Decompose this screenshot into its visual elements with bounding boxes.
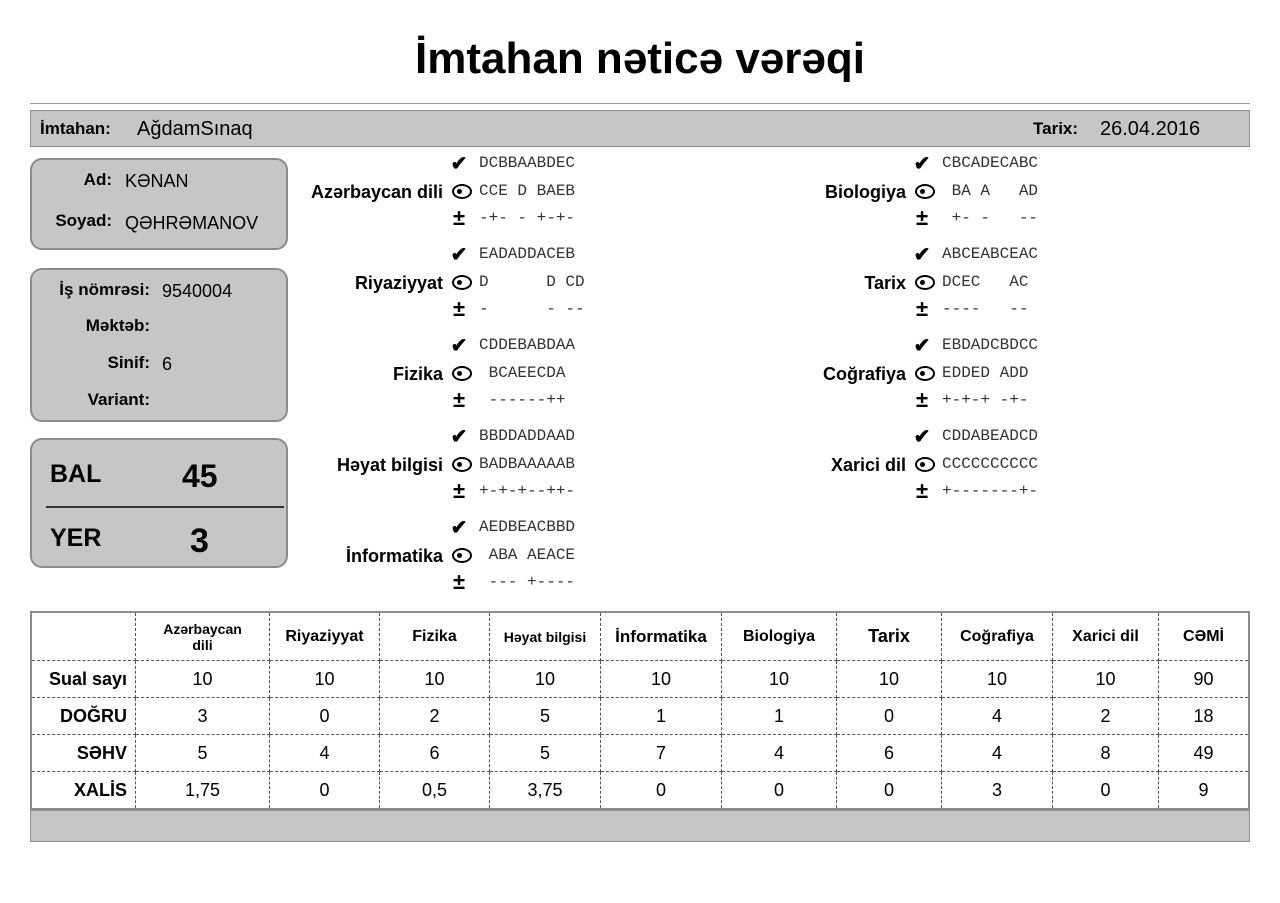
check-icon: ✔ xyxy=(450,335,468,357)
plus-minus-icon: ± xyxy=(452,569,466,594)
school-label: Məktəb: xyxy=(85,316,150,335)
check-icon: ✔ xyxy=(450,153,468,175)
table-header-cell: Coğrafiya xyxy=(942,612,1053,661)
student-answers: BCAEECDA xyxy=(479,364,566,382)
plus-minus-icon: ± xyxy=(915,387,929,412)
table-cell: 2 xyxy=(1053,698,1159,735)
subject-name: Riyaziyyat xyxy=(354,273,443,293)
table-cell: 10 xyxy=(136,661,270,698)
plus-minus-icon: ± xyxy=(452,296,466,321)
student-answers: BA A AD xyxy=(942,182,1039,200)
table-cell: 6 xyxy=(837,735,942,772)
yer-value: 3 xyxy=(190,522,209,560)
table-cell: 0 xyxy=(601,772,722,810)
table-header-cell xyxy=(136,612,270,661)
answer-key: BBDDADDAAD xyxy=(479,427,576,445)
table-cell: 90 xyxy=(1159,661,1250,698)
plus-minus-icon: ± xyxy=(452,387,466,412)
check-icon: ✔ xyxy=(450,426,468,448)
table-cell: 10 xyxy=(1053,661,1159,698)
date-label: Tarix: xyxy=(1033,119,1079,138)
row-label: XALİS xyxy=(31,772,136,810)
plus-minus-icon: ± xyxy=(452,205,466,230)
table-cell: 5 xyxy=(490,735,601,772)
student-answers: BADBAAAAAB xyxy=(479,455,576,473)
table-header-row xyxy=(31,612,1249,661)
subject-name: İnformatika xyxy=(345,546,443,566)
answer-key: DCBBAABDEC xyxy=(479,154,576,172)
table-cell: 4 xyxy=(942,698,1053,735)
student-answers: D D CD xyxy=(479,273,585,291)
table-header-cell: CƏMİ xyxy=(1159,612,1250,661)
table-cell: 0 xyxy=(270,698,380,735)
table-header-cell: Biologiya xyxy=(722,612,837,661)
bullseye-icon xyxy=(915,457,935,472)
student-id: 9540004 xyxy=(162,281,233,301)
table-cell: 10 xyxy=(490,661,601,698)
table-cell: 0 xyxy=(722,772,837,810)
bullseye-icon xyxy=(452,275,472,290)
table-cell: 9 xyxy=(1198,779,1209,800)
table-cell: 18 xyxy=(1159,698,1250,735)
table-cell: 1 xyxy=(722,698,837,735)
exam-date: 26.04.2016 xyxy=(1100,118,1201,140)
answer-marks: +-+-+ -+- xyxy=(942,391,1029,409)
table-header-cell xyxy=(31,612,136,661)
table-cell: 2 xyxy=(380,698,490,735)
table-cell: 4 xyxy=(722,735,837,772)
student-surname: QƏHRƏMANOV xyxy=(125,213,259,233)
results-table xyxy=(30,611,1250,810)
name-label: Ad: xyxy=(83,170,112,189)
exam-name: AğdamSınaq xyxy=(137,118,253,140)
answer-marks: --- +---- xyxy=(479,573,576,591)
student-answers: EDDED ADD xyxy=(942,364,1029,382)
table-cell: 1 xyxy=(601,698,722,735)
answer-key: CDDABEADCD xyxy=(942,427,1039,445)
row-label: SƏHV xyxy=(31,735,136,772)
row-label: Sual sayı xyxy=(31,661,136,698)
answer-marks: +-+-+--++- xyxy=(479,482,576,500)
table-cell: 8 xyxy=(1053,735,1159,772)
student-answers: CCCCCCCCCC xyxy=(942,455,1039,473)
check-icon: ✔ xyxy=(913,426,931,448)
bal-label: BAL xyxy=(50,460,102,488)
student-answers: DCEC AC xyxy=(942,273,1029,291)
student-answers: CCE D BAEB xyxy=(479,182,576,200)
subject-name: Fizika xyxy=(392,364,443,384)
table-row xyxy=(31,698,1249,735)
table-cell: 0,5 xyxy=(380,772,490,810)
table-row xyxy=(31,661,1249,698)
table-header-cell: Xarici dil xyxy=(1053,612,1159,661)
yer-label: YER xyxy=(50,524,102,552)
class-value: 6 xyxy=(162,354,173,374)
class-label: Sinif: xyxy=(107,353,150,372)
subject-name: Coğrafiya xyxy=(822,364,906,384)
student-answers: ABA AEACE xyxy=(479,546,576,564)
bullseye-icon xyxy=(452,457,472,472)
table-header-cell: Fizika xyxy=(380,612,490,661)
table-header-cell: Həyat bilgisi xyxy=(490,612,601,661)
answer-key: CBCADECABC xyxy=(942,154,1039,172)
table-cell: 0 xyxy=(837,698,942,735)
table-cell: 4 xyxy=(270,735,380,772)
bullseye-icon xyxy=(452,548,472,563)
table-cell: 10 xyxy=(942,661,1053,698)
bullseye-icon xyxy=(915,366,935,381)
check-icon: ✔ xyxy=(913,335,931,357)
answer-key: ABCEABCEAC xyxy=(942,245,1039,263)
check-icon: ✔ xyxy=(913,153,931,175)
table-header-cell: Tarix xyxy=(837,612,942,661)
table-cell: 0 xyxy=(1053,772,1159,810)
table-cell: 3 xyxy=(136,698,270,735)
answer-marks: -+- - +-+- xyxy=(479,209,576,227)
subject-name: Xarici dil xyxy=(830,455,906,475)
exam-header-bar xyxy=(30,110,1250,147)
answer-key: CDDEBABDAA xyxy=(479,336,576,354)
subject-name: Biologiya xyxy=(824,182,906,202)
table-cell: 10 xyxy=(837,661,942,698)
id-label: İş nömrəsi: xyxy=(59,280,150,299)
answer-marks: +-------+- xyxy=(942,482,1039,500)
table-row xyxy=(31,735,1249,772)
subject-name: Həyat bilgisi xyxy=(336,455,443,475)
score-divider xyxy=(46,506,284,508)
plus-minus-icon: ± xyxy=(452,478,466,503)
table-row xyxy=(31,772,1249,810)
answer-marks: ------++ xyxy=(479,391,566,409)
page-title: İmtahan nəticə vərəqi xyxy=(415,34,865,83)
check-icon: ✔ xyxy=(450,244,468,266)
student-name-box xyxy=(30,158,288,250)
answer-key: AEDBEACBBD xyxy=(479,518,576,536)
table-cell: 1,75 xyxy=(136,772,270,810)
student-info-box xyxy=(30,268,288,422)
bullseye-icon xyxy=(452,366,472,381)
answer-marks: ---- -- xyxy=(942,300,1029,318)
surname-label: Soyad: xyxy=(55,211,112,230)
answer-key: EADADDACEB xyxy=(479,245,576,263)
subject-name: Tarix xyxy=(864,273,906,293)
answer-marks: - - -- xyxy=(479,300,585,318)
footer-bar xyxy=(30,810,1250,842)
bal-value: 45 xyxy=(182,458,218,494)
check-icon: ✔ xyxy=(913,244,931,266)
bullseye-icon xyxy=(452,184,472,199)
table-cell: 7 xyxy=(601,735,722,772)
table-cell: 4 xyxy=(942,735,1053,772)
table-cell: 10 xyxy=(270,661,380,698)
subject-name: Azərbaycan dili xyxy=(310,182,443,202)
variant-label: Variant: xyxy=(87,390,150,409)
bullseye-icon xyxy=(915,184,935,199)
check-icon: ✔ xyxy=(450,517,468,539)
answer-key: EBDADCBDCC xyxy=(942,336,1039,354)
row-label: DOĞRU xyxy=(31,698,136,735)
table-cell: 5 xyxy=(490,698,601,735)
table-cell: 3 xyxy=(942,772,1053,810)
plus-minus-icon: ± xyxy=(915,478,929,503)
score-box xyxy=(30,438,288,568)
answer-marks: +- - -- xyxy=(942,209,1039,227)
table-cell: 10 xyxy=(601,661,722,698)
table-header-text: Azərbaycan dili xyxy=(163,620,242,653)
table-header-cell: Riyaziyyat xyxy=(270,612,380,661)
table-header-cell: İnformatika xyxy=(601,612,722,661)
divider xyxy=(30,103,1250,104)
table-cell: 10 xyxy=(722,661,837,698)
plus-minus-icon: ± xyxy=(915,205,929,230)
exam-label: İmtahan: xyxy=(40,119,111,138)
table-cell: 6 xyxy=(380,735,490,772)
table-cell: 10 xyxy=(380,661,490,698)
table-cell: 0 xyxy=(837,772,942,810)
table-cell: 0 xyxy=(270,772,380,810)
plus-minus-icon: ± xyxy=(915,296,929,321)
bullseye-icon xyxy=(915,275,935,290)
table-cell: 49 xyxy=(1159,735,1250,772)
student-name: KƏNAN xyxy=(125,171,189,191)
table-cell: 3,75 xyxy=(490,772,601,810)
table-cell: 5 xyxy=(136,735,270,772)
